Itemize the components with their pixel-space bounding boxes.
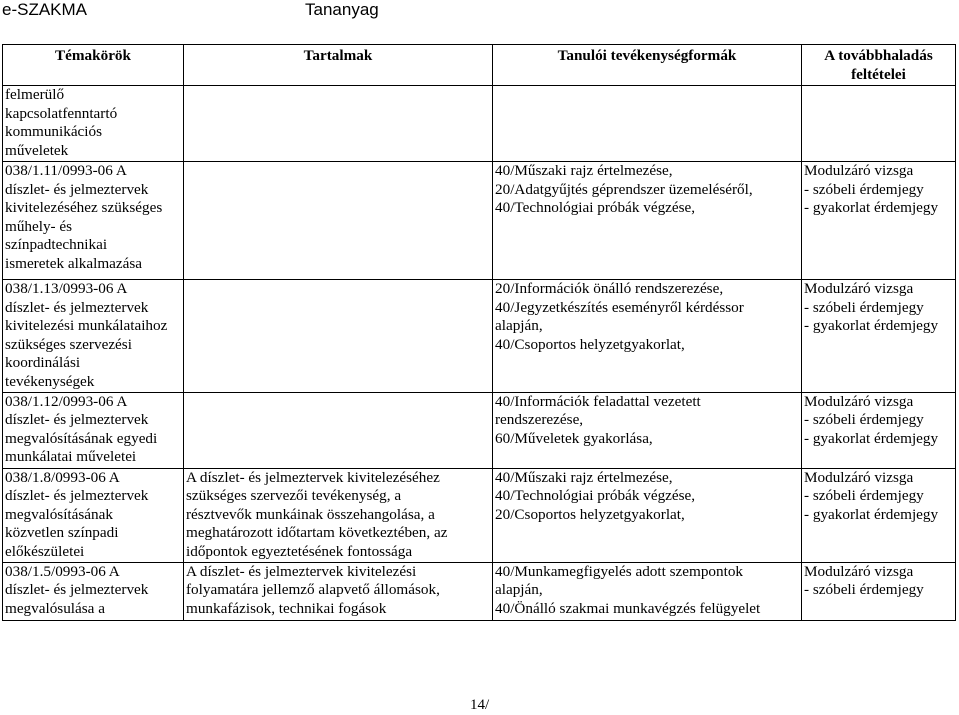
cell-line: alapján, bbox=[495, 317, 543, 335]
cell-line: kivitelezéséhez szükséges bbox=[5, 199, 163, 217]
cell-line: megvalósításának bbox=[5, 505, 113, 523]
header-section-title: Tananyag bbox=[305, 0, 379, 19]
column-header-contents: Tartalmak bbox=[184, 45, 493, 86]
cell-line: - szóbeli érdemjegy bbox=[804, 487, 924, 505]
activities-cell bbox=[493, 280, 802, 393]
cell-line: színpadtechnikai bbox=[5, 236, 108, 254]
cell-line: 40/Műszaki rajz értelmezése, bbox=[495, 468, 673, 486]
cell-line: 40/Technológiai próbák végzése, bbox=[495, 199, 696, 217]
table-row bbox=[3, 392, 956, 468]
cell-line: - gyakorlat érdemjegy bbox=[804, 199, 939, 217]
cell-line: 038/1.8/0993-06 A bbox=[5, 468, 120, 486]
cell-line: szükséges szervezői tevékenység, a bbox=[186, 487, 402, 505]
table-row bbox=[3, 562, 956, 620]
table-row bbox=[3, 162, 956, 280]
activities-cell bbox=[493, 468, 802, 562]
cell-line: díszlet- és jelmeztervek bbox=[5, 298, 149, 316]
header-brand: e-SZAKMA bbox=[2, 0, 88, 19]
conditions-cell bbox=[802, 562, 956, 620]
cell-line: A díszlet- és jelmeztervek kivitelezési bbox=[186, 562, 417, 580]
activities-cell bbox=[493, 392, 802, 468]
content-cell bbox=[184, 562, 493, 620]
cell-line: munkálatai műveletei bbox=[5, 448, 137, 466]
cell-line: Modulzáró vizsga bbox=[804, 162, 914, 179]
cell-line: megvalósításának egyedi bbox=[5, 429, 158, 447]
cell-line: Modulzáró vizsga bbox=[804, 392, 914, 410]
activities-cell bbox=[493, 562, 802, 620]
content-cell bbox=[184, 392, 493, 468]
table-header-row bbox=[3, 45, 956, 86]
cell-line: előkészületei bbox=[5, 542, 85, 560]
conditions-cell bbox=[802, 86, 956, 162]
content-cell bbox=[184, 86, 493, 162]
cell-line: díszlet- és jelmeztervek bbox=[5, 581, 149, 599]
cell-line: folyamatára jellemző alapvető állomások, bbox=[186, 581, 440, 599]
cell-line: megvalósulása a bbox=[5, 599, 105, 617]
cell-line: díszlet- és jelmeztervek bbox=[5, 180, 149, 198]
topic-cell bbox=[3, 86, 184, 162]
cell-line: 038/1.11/0993-06 A bbox=[5, 162, 127, 179]
column-header-conditions: A továbbhaladás feltételei bbox=[802, 45, 956, 86]
cell-line: 40/Jegyzetkészítés eseményről kérdéssor bbox=[495, 298, 744, 316]
conditions-cell bbox=[802, 392, 956, 468]
cell-line: A díszlet- és jelmeztervek kivitelezéséhez bbox=[186, 468, 440, 486]
conditions-cell bbox=[802, 162, 956, 280]
column-header-activities: Tanulói tevékenységformák bbox=[493, 45, 802, 86]
cell-line: - szóbeli érdemjegy bbox=[804, 180, 924, 198]
cell-line: - szóbeli érdemjegy bbox=[804, 411, 924, 429]
cell-line: felmerülő bbox=[5, 86, 65, 103]
page-number: 14/ bbox=[470, 697, 490, 713]
cell-line: - gyakorlat érdemjegy bbox=[804, 429, 939, 447]
cell-line: közvetlen színpadi bbox=[5, 524, 119, 542]
cell-line: 20/Információk önálló rendszerezése, bbox=[495, 280, 724, 297]
topic-cell bbox=[3, 562, 184, 620]
cell-line: kommunikációs bbox=[5, 123, 103, 141]
document-header bbox=[0, 0, 959, 24]
cell-line: Modulzáró vizsga bbox=[804, 562, 914, 580]
cell-line: 40/Csoportos helyzetgyakorlat, bbox=[495, 335, 685, 353]
topic-cell bbox=[3, 280, 184, 393]
table-row bbox=[3, 86, 956, 162]
cell-line: kapcsolatfenntartó bbox=[5, 104, 118, 122]
cell-line: - gyakorlat érdemjegy bbox=[804, 505, 939, 523]
cell-line: 40/Munkamegfigyelés adott szempontok bbox=[495, 562, 744, 580]
cell-line: 40/Önálló szakmai munkavégzés felügyelet bbox=[495, 599, 761, 617]
conditions-cell bbox=[802, 468, 956, 562]
cell-line: - gyakorlat érdemjegy bbox=[804, 317, 939, 335]
content-cell bbox=[184, 162, 493, 280]
cell-line: 038/1.13/0993-06 A bbox=[5, 280, 128, 297]
cell-line: 40/Információk feladattal vezetett bbox=[495, 392, 701, 410]
content-cell bbox=[184, 280, 493, 393]
cell-line: 60/Műveletek gyakorlása, bbox=[495, 429, 653, 447]
cell-line: tevékenységek bbox=[5, 372, 95, 390]
activities-cell bbox=[493, 86, 802, 162]
cell-line: Modulzáró vizsga bbox=[804, 280, 914, 297]
cell-line: időpontok egyeztetésének fontossága bbox=[186, 542, 413, 560]
column-header-topics: Témakörök bbox=[3, 45, 184, 86]
topic-cell bbox=[3, 468, 184, 562]
cell-line: 40/Technológiai próbák végzése, bbox=[495, 487, 696, 505]
cell-line: 20/Adatgyűjtés géprendszer üzemeléséről, bbox=[495, 180, 753, 198]
cell-line: 038/1.12/0993-06 A bbox=[5, 392, 128, 410]
cell-line: Modulzáró vizsga bbox=[804, 468, 914, 486]
topic-cell bbox=[3, 162, 184, 280]
cell-line: 40/Műszaki rajz értelmezése, bbox=[495, 162, 673, 179]
cell-line: alapján, bbox=[495, 581, 543, 599]
cell-line: műveletek bbox=[5, 141, 69, 159]
cell-line: rendszerezése, bbox=[495, 411, 584, 429]
cell-line: meghatározott időtartam következtében, az bbox=[186, 524, 448, 542]
activities-cell bbox=[493, 162, 802, 280]
conditions-cell bbox=[802, 280, 956, 393]
cell-line: szükséges szervezési bbox=[5, 335, 132, 353]
cell-line: díszlet- és jelmeztervek bbox=[5, 411, 149, 429]
content-cell bbox=[184, 468, 493, 562]
table-row bbox=[3, 468, 956, 562]
cell-line: műhely- és bbox=[5, 217, 73, 235]
cell-line: - szóbeli érdemjegy bbox=[804, 581, 924, 599]
cell-line: koordinálási bbox=[5, 354, 81, 372]
curriculum-table bbox=[2, 44, 956, 621]
topic-cell bbox=[3, 392, 184, 468]
cell-line: 20/Csoportos helyzetgyakorlat, bbox=[495, 505, 685, 523]
cell-line: kivitelezési munkálataihoz bbox=[5, 317, 168, 335]
table-body bbox=[3, 86, 956, 621]
cell-line: - szóbeli érdemjegy bbox=[804, 298, 924, 316]
cell-line: díszlet- és jelmeztervek bbox=[5, 487, 149, 505]
table-row bbox=[3, 280, 956, 393]
cell-line: résztvevők munkáinak összehangolása, a bbox=[186, 505, 435, 523]
cell-line: munkafázisok, technikai fogások bbox=[186, 599, 387, 617]
cell-line: ismeretek alkalmazása bbox=[5, 254, 143, 272]
cell-line: 038/1.5/0993-06 A bbox=[5, 562, 120, 580]
